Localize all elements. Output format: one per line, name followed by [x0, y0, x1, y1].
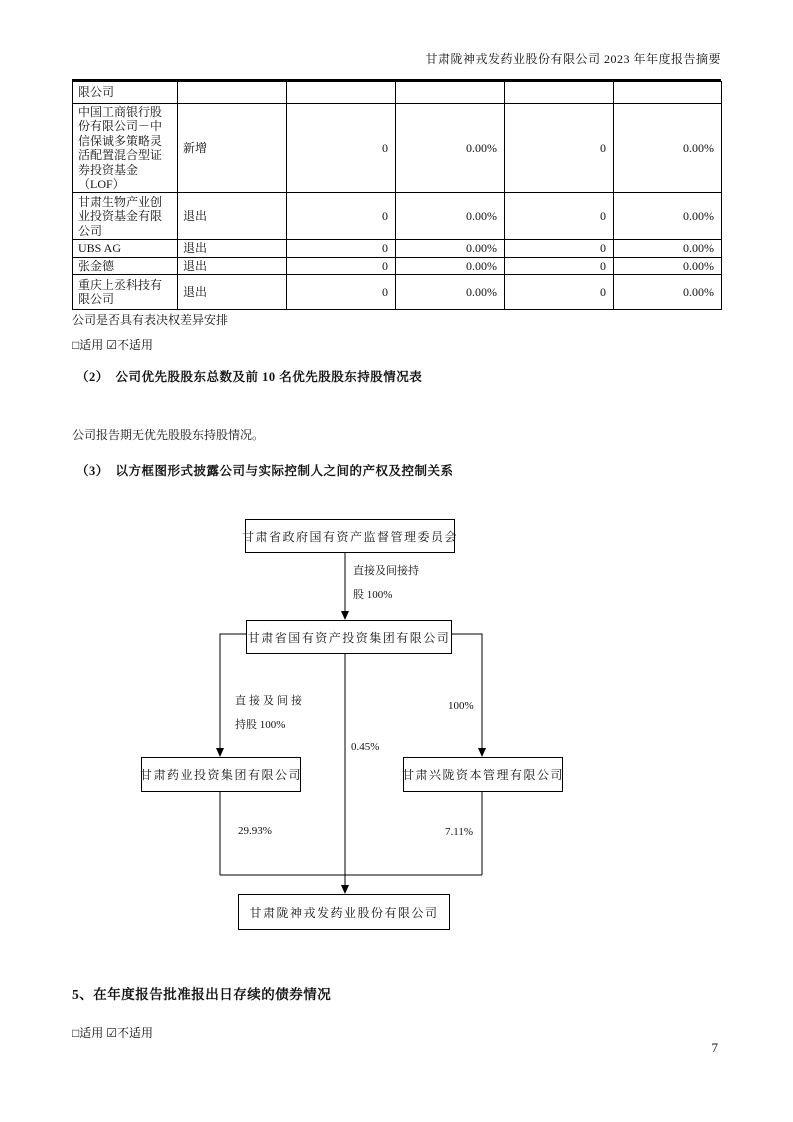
table-row: 张金德 退出 0 0.00% 0 0.00% [73, 257, 722, 274]
shareholder-name: 限公司 [73, 82, 178, 104]
change-status: 新增 [178, 104, 287, 193]
shareholder-table [72, 81, 722, 310]
shareholder-name: 重庆上丞科技有限公司 [73, 275, 178, 310]
node-xinglong-capital: 甘肃兴陇资本管理有限公司 [403, 757, 563, 792]
section-heading-2: （2） 公司优先股股东总数及前 10 名优先股股东持股情况表 [76, 370, 423, 384]
ownership-diagram [72, 505, 721, 937]
applicable-checkboxes: □适用 ☑不适用 [72, 1026, 154, 1040]
edge-label-100pct: 100% [448, 700, 474, 712]
edge-label-direct-holding-1: 直接及间接持 [353, 565, 419, 577]
edge-label-2993pct: 29.93% [238, 825, 272, 837]
node-sasac: 甘肃省政府国有资产监督管理委员会 [245, 519, 455, 553]
edge-label-direct-holding-2: 直接及间接 [235, 695, 305, 707]
section-heading-5: 5、在年度报告批准报出日存续的债券情况 [72, 987, 332, 1002]
table-row: 重庆上丞科技有限公司 退出 0 0.00% 0 0.00% [73, 275, 722, 310]
change-status: 退出 [178, 257, 287, 274]
page-header: 甘肃陇神戎发药业股份有限公司 2023 年年度报告摘要 [72, 50, 721, 81]
change-status: 退出 [178, 275, 287, 310]
shareholder-name: 中国工商银行股份有限公司－中信保诚多策略灵活配置混合型证券投资基金（LOF） [73, 104, 178, 193]
change-status: 退出 [178, 240, 287, 257]
edge-label-direct-holding-2b: 持股 100% [235, 719, 286, 731]
node-pharma-group: 甘肃药业投资集团有限公司 [141, 757, 301, 792]
table-row: UBS AG 退出 0 0.00% 0 0.00% [73, 240, 722, 257]
table-row [73, 82, 722, 104]
change-status: 退出 [178, 193, 287, 240]
node-company: 甘肃陇神戎发药业股份有限公司 [238, 894, 450, 930]
shareholder-name: UBS AG [73, 240, 178, 257]
table-row: 甘肃生物产业创业投资基金有限公司 退出 0 0.00% 0 0.00% [73, 193, 722, 240]
shareholder-name: 甘肃生物产业创业投资基金有限公司 [73, 193, 178, 240]
page-number: 7 [711, 1040, 718, 1055]
section-heading-3: （3） 以方框图形式披露公司与实际控制人之间的产权及控制关系 [76, 464, 454, 478]
applicable-checkboxes: □适用 ☑不适用 [72, 338, 154, 352]
table-row: 中国工商银行股份有限公司－中信保诚多策略灵活配置混合型证券投资基金（LOF） 新增 0 0.00% 0 0.00% [73, 104, 722, 193]
shareholder-name: 张金德 [73, 257, 178, 274]
edge-label-711pct: 7.11% [445, 826, 474, 838]
edge-label-direct-holding-1b: 股 100% [353, 589, 393, 601]
node-investment-group: 甘肃省国有资产投资集团有限公司 [246, 620, 452, 654]
edge-label-045pct: 0.45% [351, 741, 380, 753]
no-preferred-note: 公司报告期无优先股股东持股情况。 [72, 428, 265, 442]
voting-rights-question: 公司是否具有表决权差异安排 [72, 313, 229, 327]
